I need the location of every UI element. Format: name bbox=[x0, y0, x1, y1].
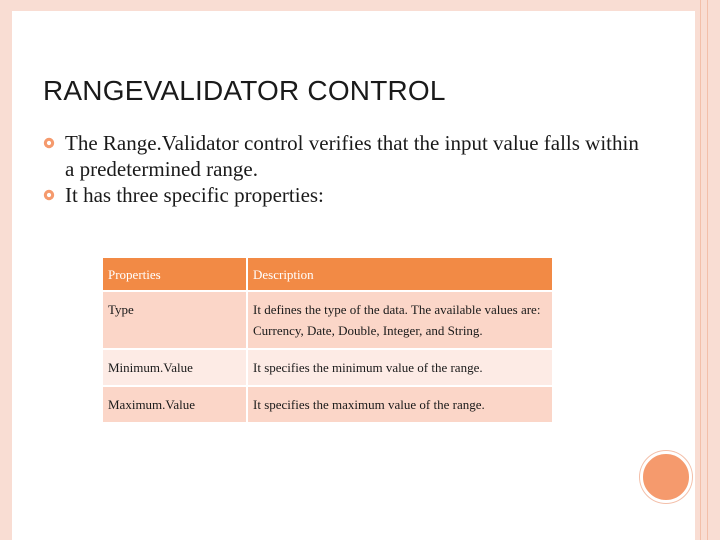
decorative-line bbox=[707, 0, 708, 540]
bullet-item bbox=[43, 130, 643, 182]
property-name-cell: Maximum.Value bbox=[103, 386, 247, 423]
bullet-text: It has three specific properties: bbox=[65, 183, 324, 207]
table-header-row bbox=[103, 258, 552, 291]
circle-ornament-icon bbox=[640, 451, 692, 503]
property-name-cell: Type bbox=[103, 291, 247, 349]
property-description-cell: It defines the type of the data. The available values are: Currency, Date, Double, Integer, and String. bbox=[247, 291, 552, 349]
gear-icon bbox=[43, 137, 55, 149]
bullet-text: The Range.Validator control verifies that the input value falls within a predetermined range. bbox=[65, 131, 639, 181]
table-row bbox=[103, 386, 552, 423]
column-header-description: Description bbox=[247, 258, 552, 291]
property-description-cell: It specifies the maximum value of the range. bbox=[247, 386, 552, 423]
table-row bbox=[103, 291, 552, 349]
slide-title: RANGEVALIDATOR CONTROL bbox=[43, 75, 446, 106]
column-header-properties: Properties bbox=[103, 258, 247, 291]
properties-table bbox=[103, 258, 552, 424]
bullet-list bbox=[43, 130, 643, 208]
property-name-cell: Minimum.Value bbox=[103, 349, 247, 386]
gear-icon bbox=[43, 189, 55, 201]
property-description-cell: It specifies the minimum value of the range. bbox=[247, 349, 552, 386]
table-row bbox=[103, 349, 552, 386]
decorative-line bbox=[700, 0, 701, 540]
bullet-item bbox=[43, 182, 643, 208]
